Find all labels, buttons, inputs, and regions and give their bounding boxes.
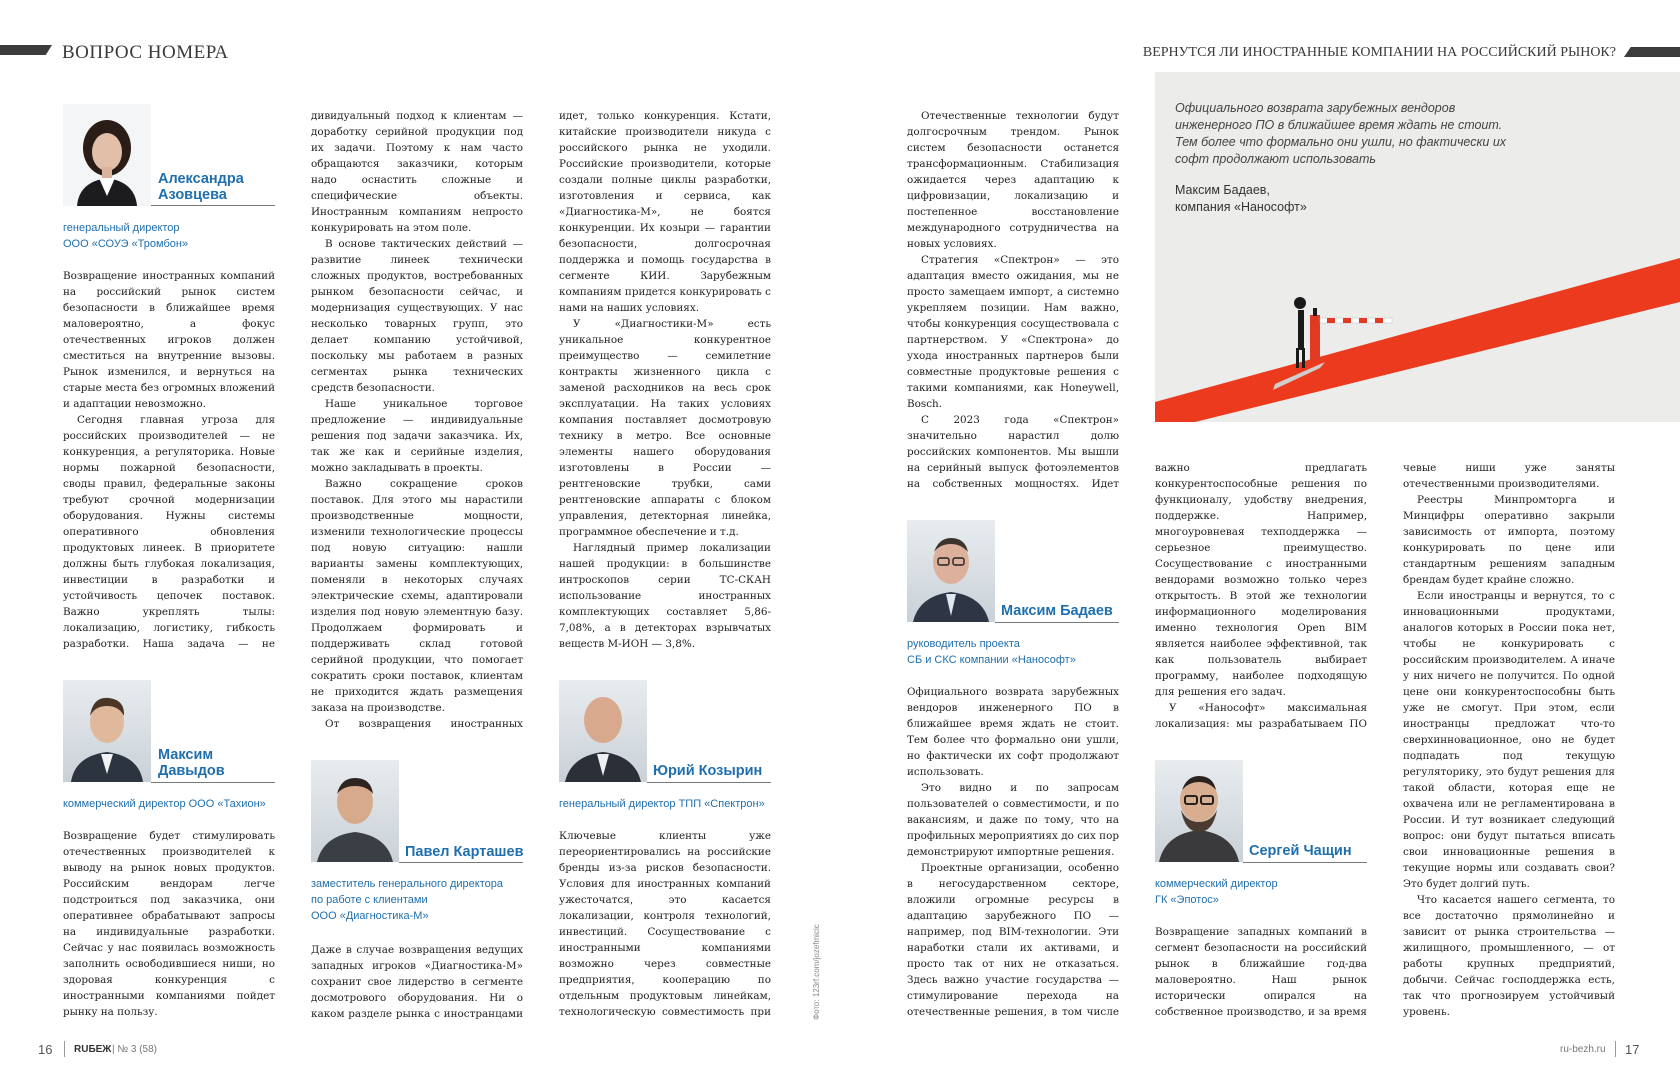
photo-kozyrin — [559, 680, 647, 782]
name-underline — [995, 622, 1119, 623]
barrier-arm — [1320, 318, 1392, 323]
paragraph: Если иностранцы и вернутся, то с инновационными продуктами, аналогов которых в России пока нет, чтобы не конкурировать с российским производителем. А иначе у них ничего не получится. По одной цене они конкурентоспособны быть уже не смогут. При этом, если иностранцы предложат что-то сверхинновационное, оно не будет подпадать под текущую регуляторику, это будут решения для такой области, которая еще не охвачена или не регламентирована в России. И тут возникает следующий вопрос: они будут пытаться вписать свои инновационные решения в текущие нормы или создавать свои? Это будет долгий путь. — [1403, 590, 1615, 890]
paragraph: Реестры Минпромторга и Минцифры оперативно закрыли зависимость от импорта, поэтому конкурировать по цене или стандартным решениям западным брендам будет крайне сложно. — [1403, 494, 1615, 586]
paragraph: Возвращение будет стимулировать отечественных производителей к выводу на рынок новых продуктов. Российским вендорам легче подстроиться под заказчика, они оперативнее обрабатывают запросы на индивидуальные разработки. Сейчас у нас появилась возможность заполнить освободившиеся ниши, но здоровая конкуренция с иностранными компаниями пойдет рынку на пользу. — [63, 830, 275, 1018]
issue-number: | № 3 (58) — [112, 1044, 158, 1055]
person-name-chashchin: Сергей Чащин — [1249, 843, 1352, 859]
portrait-man-image — [63, 680, 151, 782]
site-url: ru-bezh.ru — [1560, 1044, 1606, 1055]
person-role-kartashev: заместитель генерального директора по работе с клиентами ООО «Диагностика-М» — [311, 878, 504, 922]
footer-divider — [64, 1041, 65, 1057]
page-number-right: 17 — [1625, 1042, 1640, 1057]
person-role-davydov: коммерческий директор ООО «Тахион» — [63, 798, 266, 810]
name-underline — [647, 782, 771, 783]
paragraph: Возвращение западных компаний в сегмент безопасности на российский рынок в ближайшие год-два маловероятно. Наш рынок исторически опирался на собственное производство, и за время — [1155, 926, 1367, 1018]
text-column-6 — [1403, 460, 1615, 1022]
article-title: ВЕРНУТСЯ ЛИ ИНОСТРАННЫЕ КОМПАНИИ НА РОССИЙСКИЙ РЫНОК? — [1142, 45, 1616, 60]
paragraph: Даже в случае возвращения ведущих западных игроков «Диагностика-М» сохранит свое лидерство в сегменте досмотрового оборудования. Ни о каком разделе рынка с иностранцами — [311, 944, 523, 1020]
paragraph: Проектные организации, особенно в негосударственном секторе, вложили огромные ресурсы в адаптацию зарубежного ПО — например, под BIM-технологии. Эти наработки стали их активами, и просто так от них не отказаться. Здесь важно участие государства — стимулирование перехода на отечественные решения, в том числе — [907, 862, 1119, 1018]
text-column-4a — [907, 108, 1119, 494]
photo-badaev — [907, 520, 995, 622]
paragraph: У «Диагностики-М» есть уникальное конкурентное преимущество — семилетние контракты жизненного цикла с заменой расходников на весь срок эксплуатации. На таких условиях компания поставляет досмотровую технику в метро. Все основные элементы нашего оборудования изготовлены в России — рентгеновские трубки, сами рентгеновские аппараты с блоком управления, детекторная линейка, программное обеспечение и т.д. — [559, 318, 771, 538]
paragraph: Наглядный пример локализации нашей продукции: в большинстве интроскопов серии ТС-СКАН использование иностранных комплектующих составляет 5,86-7,08%, а в детекторах взрывчатых веществ М-ИОН — 3,8%. — [559, 542, 771, 650]
paragraph: чевые ниши уже заняты отечественными производителями. — [1403, 462, 1615, 490]
quote-illustration-panel — [1155, 72, 1680, 422]
paragraph: Это видно и по запросам пользователей о совместимости, и по вакансиям, и даже по тому, что на профильных мероприятиях до сих пор демонстрируют импортные решения. — [907, 782, 1119, 858]
name-underline — [399, 862, 523, 863]
photo-kartashev — [311, 760, 399, 862]
paragraph: С 2023 года «Спектрон» значительно нарастил долю российских компонентов. Мы вышли на серийный выпуск фотоэлементов на собственных мощностях. Идет — [907, 414, 1119, 490]
portrait-woman-image — [63, 104, 151, 206]
text-column-1b — [63, 828, 275, 1022]
photo-chashchin — [1155, 760, 1243, 862]
person-name-kartashev: Павел Карташев — [405, 844, 524, 860]
header-right-bar — [1624, 47, 1680, 57]
paragraph: Наше уникальное торговое предложение — индивидуальные решения под задачи заказчика. Их, так же как и серийные изделия, можно закладывать в проекты. — [311, 398, 523, 474]
header-left-bar — [0, 45, 52, 55]
paragraph: Отечественные технологии будут долгосрочным трендом. Рынок систем безопасности останется трансформационным. Стабилизация ожидается через адаптацию к цифровизации, локализацию и постепенное восстановление международного сотрудничества на новых условиях. — [907, 110, 1119, 250]
paragraph: Что касается нашего сегмента, то все достаточно прямолинейно и зависит от рынка строительства — жилищного, промышленного, — от работы крупных предприятий, добычи. Сейчас господдержка есть, так что прогнозируем устойчивый уровень. — [1403, 894, 1615, 1018]
photo-azovtseva — [63, 104, 151, 206]
person-role-badaev: руководитель проекта СБ и СКС компании «Нанософт» — [907, 638, 1076, 666]
text-column-3b — [559, 828, 771, 1022]
paragraph: дивидуальный подход к клиентам — доработку серийной продукции под их задачи. Поэтому к нам часто обращаются заказчики, которым надо оснастить сложные и специфические объекты. Иностранным компаниям непросто конкурировать на этом поле. — [311, 110, 523, 234]
person-role-chashchin: коммерческий директор ГК «Эпотос» — [1155, 878, 1278, 906]
text-column-3a — [559, 108, 771, 654]
photo-credit: Фото: 123rf.com/jozefmicic — [812, 924, 821, 1020]
footer-divider — [1615, 1041, 1616, 1057]
text-column-1a — [63, 268, 275, 654]
portrait-man-image — [559, 680, 647, 782]
paragraph: Официального возврата зарубежных вендоров инженерного ПО в ближайшее время ждать не стоит. Тем более что формально они ушли, но фактически их софт продолжают использовать. — [907, 686, 1119, 778]
magazine-logo: RUБЕЖ — [74, 1044, 112, 1055]
paragraph — [559, 652, 771, 654]
text-column-5a — [1155, 460, 1367, 734]
person-name-kozyrin: Юрий Козырин — [653, 763, 763, 779]
page-number-left: 16 — [38, 1042, 53, 1057]
person-name-davydov: Максим Давыдов — [158, 747, 225, 779]
name-underline — [151, 782, 275, 783]
person-role-azovtseva: генеральный директор ООО «СОУЭ «Тромбон» — [63, 222, 189, 250]
paragraph: важно предлагать конкурентоспособные решения по функционалу, удобству внедрения, поддержке. Например, многоуровневая техподдержка — серьезное преимущество. Сосуществование с иностранными вендорами возможно только через открытость. В этой же технологии информационного моделирования именно технология Open BIM является наиболее эффективной, так как пользователь выбирает программу, наиболее подходящую для решения его задач. — [1155, 462, 1367, 698]
paragraph: Важно сокращение сроков поставок. Для этого мы нарастили производственные мощности, изменили технологические процессы под новую ситуацию: нашли варианты замены комплектующих, поменяли в некоторых случаях электрические схемы, адаптировали изделия под новую элементную базу. Продолжаем формировать и поддерживать склад готовой серийной продукции, что помогает сократить сроки поставок, клиентам не приходится ждать размещения заказа на производстве. — [311, 478, 523, 714]
text-column-4b — [907, 684, 1119, 1022]
paragraph: Ключевые клиенты уже переориентировались на российские бренды из-за рисков безопасности. Условия для иностранных компаний ужесточатся, это касается локализации, контроля технологий, инвестиций. Сосуществование с иностранными компаниями возможно через совместные предприятия, кооперацию по отдельным продуктовым линейкам, технологическую совместимость при — [559, 830, 771, 1018]
section-title: ВОПРОС НОМЕРА — [62, 42, 229, 63]
quote-author: Максим Бадаев, компания «Нанософт» — [1175, 183, 1307, 214]
person-name-azovtseva: Александра Азовцева — [158, 171, 244, 203]
paragraph — [1403, 1020, 1615, 1022]
portrait-man-image — [907, 520, 995, 622]
paragraph: В основе тактических действий — развитие линеек технически сложных продуктов, востребованных рынком безопасности сейчас, и модернизация существующих. У нас несколько товарных групп, это делает компанию устойчивой, поскольку мы работаем в разных сегментах рынка технических средств безопасности. — [311, 238, 523, 394]
photo-davydov — [63, 680, 151, 782]
name-underline — [151, 205, 275, 206]
text-column-5b — [1155, 924, 1367, 1022]
paragraph — [63, 1020, 275, 1022]
text-column-2a — [311, 108, 523, 734]
paragraph: идет, только конкуренция. Кстати, китайские производители никуда с российского рынка не уходили. Российские производители, которые создали полные циклы разработки, изготовления и сервиса, как «Диагностика-М», не боятся конкуренции. Их козыри — гарантии безопасности, долгосрочная поддержка и помощь государства в сегменте КИИ. Зарубежным компаниям придется конкурировать с нами на наших условиях. — [559, 110, 771, 314]
pull-quote: Официального возврата зарубежных вендоров инженерного ПО в ближайшее время ждать не стоит. Тем более что формально они ушли, но фактически их софт продолжают использовать — [1175, 101, 1507, 166]
text-column-2b — [311, 942, 523, 1022]
paragraph: Сегодня главная угроза для российских производителей — не конкуренция, а регуляторика. Новые нормы пожарной безопасности, своды правил, федеральные законы требуют срочной модернизации оборудования. Нужны системы оперативного обновления продуктовых линеек. В приоритете должны быть глубокая локализация, инвестиции в разработки и устойчивость цепочек поставок. Важно укреплять тылы: локализацию, логистику, гибкость разработки. Наша задача — не — [63, 414, 275, 650]
person-name-badaev: Максим Бадаев — [1001, 603, 1113, 619]
paragraph: Возвращение иностранных компаний на российский рынок систем безопасности в ближайшее время маловероятно, а фокус отечественных игроков должен сместиться на внутренние вызовы. Рынок изменился, и вернуться на старые места без огромных вложений и адаптации невозможно. — [63, 270, 275, 410]
paragraph: Стратегия «Спектрон» — это адаптация вместо ожидания, мы не просто замещаем импорт, а системно укрепляем позиции. Нам важно, чтобы конкуренция сосуществовала с партнерством. У «Спектрона» до ухода иностранных партнеров были совместные продуктовые решения с такими компаниями, как Honeywell, Bosch. — [907, 254, 1119, 410]
paragraph: От возвращения иностранных — [325, 718, 523, 730]
person-role-kozyrin: генеральный директор ТПП «Спектрон» — [559, 798, 765, 810]
portrait-man-image — [1155, 760, 1243, 862]
paragraph: У «Нанософт» максимальная локализация: мы разрабатываем ПО — [1155, 702, 1367, 730]
name-underline — [1243, 862, 1367, 863]
portrait-man-image — [311, 760, 399, 862]
